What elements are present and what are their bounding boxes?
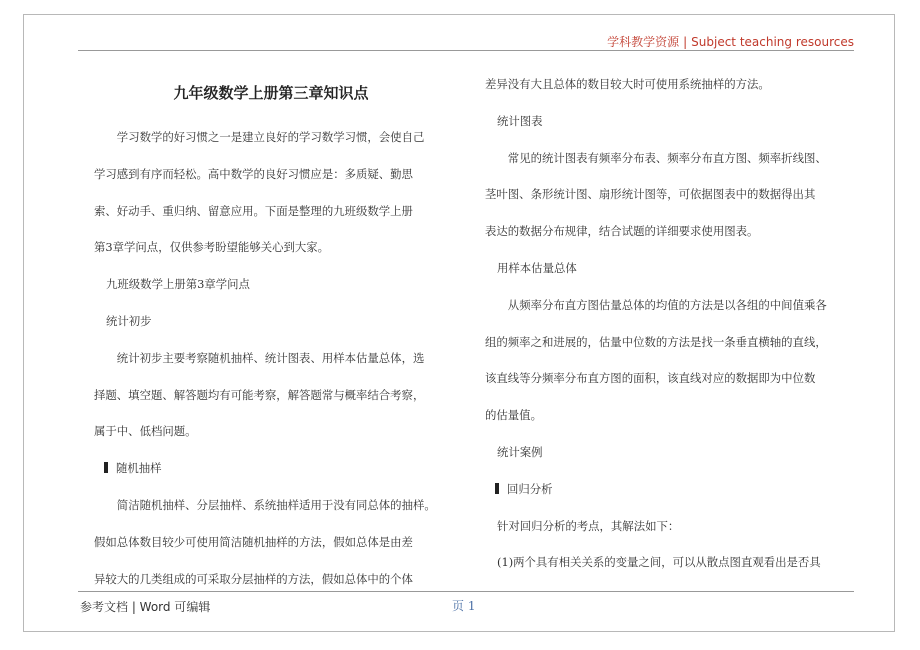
header-rule [78, 50, 854, 51]
bullet-heading-text: 随机抽样 [116, 461, 162, 476]
header-separator: | [683, 35, 688, 49]
paragraph-line: 异较大的几类组成的可采取分层抽样的方法，假如总体中的个体 [94, 571, 413, 586]
section-heading: 统计图表 [497, 113, 543, 128]
header-brand-en: Subject teaching resources [691, 35, 854, 49]
paragraph-line: 统计初步主要考察随机抽样、统计图表、用样本估量总体，选 [116, 350, 425, 365]
footer-note: 参考文档 | Word 可编辑 [80, 600, 211, 614]
page-header [607, 33, 854, 50]
paragraph-line: 的估量值。 [485, 408, 542, 423]
bullet-marker-icon [104, 462, 108, 473]
right-column [485, 66, 855, 581]
paragraph-line: 简洁随机抽样、分层抽样、系统抽样适用于没有同总体的抽样。 [116, 497, 436, 512]
paragraph-line: 学习数学的好习惯之一是建立良好的学习数学习惯，会使自己 [116, 130, 425, 144]
section-heading: 用样本估量总体 [497, 260, 577, 275]
paragraph-line: 组的频率之和进展的，估量中位数的方法是找一条垂直横轴的直线， [485, 334, 827, 349]
document-title: 九年级数学上册第三章知识点 [173, 84, 369, 102]
bullet-marker-icon [495, 483, 499, 494]
section-heading: 统计案例 [497, 444, 543, 459]
bullet-heading-text: 回归分析 [507, 481, 553, 496]
paragraph-line: 表达的数据分布规律，结合试题的详细要求使用图表。 [485, 224, 759, 239]
paragraph-line: (1)两个具有相关关系的变量之间，可以从散点图直观看出是否具 [497, 555, 821, 570]
bullet-heading [94, 450, 448, 487]
paragraph-line: 索、好动手、重归纳、留意应用。下面是整理的九班级数学上册 [94, 203, 413, 218]
paragraph-line: 该直线等分频率分布直方图的面积，该直线对应的数据即为中位数 [485, 371, 816, 386]
bullet-heading [485, 471, 855, 508]
paragraph-line: 差异没有大且总体的数目较大时可使用系统抽样的方法。 [485, 77, 770, 91]
left-column [94, 119, 448, 597]
paragraph-line: 学习感到有序而轻松。高中数学的良好习惯应是：多质疑、勤思 [94, 166, 413, 181]
page-number: 页 1 [452, 599, 476, 613]
section-heading: 统计初步 [106, 313, 152, 328]
paragraph-line: 属于中、低档问题。 [94, 424, 197, 439]
header-brand-cn: 学科教学资源 [607, 35, 680, 49]
paragraph-line: 择题、填空题、解答题均有可能考察，解答题常与概率结合考察， [94, 387, 425, 402]
section-heading: 九班级数学上册第3章学问点 [106, 277, 250, 292]
paragraph-line: 第3章学问点，仅供参考盼望能够关心到大家。 [94, 240, 330, 255]
paragraph-line: 从频率分布直方图估量总体的均值的方法是以各组的中间值乘各 [507, 297, 827, 312]
paragraph-line: 针对回归分析的考点，其解法如下： [497, 518, 680, 533]
footer-rule [78, 591, 854, 592]
paragraph-line: 假如总体数目较少可使用简洁随机抽样的方法，假如总体是由差 [94, 534, 413, 549]
paragraph-line: 茎叶图、条形统计图、扇形统计图等，可依据图表中的数据得出其 [485, 187, 816, 202]
paragraph-line: 常见的统计图表有频率分布表、频率分布直方图、频率折线图、 [507, 150, 827, 165]
